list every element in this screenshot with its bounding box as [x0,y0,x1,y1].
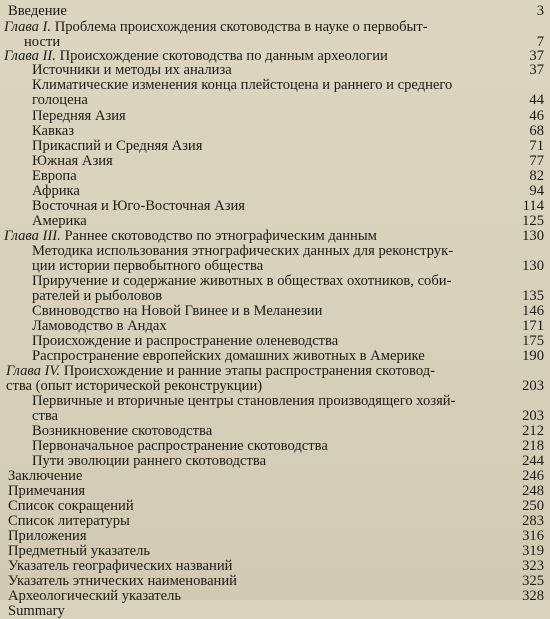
toc-entry-title [6,379,262,394]
toc-entry-text: голоцена [32,92,88,108]
toc-entry-text: Возникновение скотоводства [32,423,213,439]
chapter-label: Глава IV. [6,363,61,379]
toc-page-number: 244 [522,453,544,469]
toc-entry-text: Источники и методы их анализа [32,62,232,78]
toc-entry-text: Предметный указатель [8,543,151,559]
toc-entry-text: Приручение и содержание животных в обществах охотников, соби- [32,273,452,289]
toc-entry-title [32,184,80,199]
toc-page-number: 171 [522,318,544,334]
toc-entry-text: Кавказ [32,123,75,139]
toc-entry-text: Раннее скотоводство по этнографическим данным [64,228,377,244]
toc-page-number: 82 [529,168,544,184]
toc-entry-title [32,199,245,214]
toc-entry-text: Приложения [8,528,87,544]
toc-entry-text: Европа [32,168,77,184]
toc-entry-title [32,259,263,274]
toc-entry-title [32,319,167,334]
toc-entry-title [32,169,77,184]
toc-entry-title [6,364,435,379]
toc-entry-text: рателей и рыболовов [32,288,163,304]
chapter-label: Глава III. [4,228,61,244]
toc-page-number: 3 [536,3,544,19]
toc-page-number: 130 [522,258,544,274]
toc-page-number: 190 [522,348,544,364]
toc-entry-title [32,214,87,229]
toc-page-number: 68 [529,123,544,139]
toc-entry-text: Прикаспий и Средняя Азия [32,138,203,154]
toc-entry-text: Происхождение скотоводства по данным археологии [59,48,388,64]
toc-page-number: 175 [522,333,544,349]
toc-entry-title [32,409,58,424]
toc-page-number: 130 [522,228,544,244]
toc-entry-title [32,154,113,169]
toc-page-number: 212 [522,423,544,439]
toc-entry-title [8,469,82,484]
toc-entry-title [32,124,74,139]
toc-page-number: 7 [536,34,544,50]
toc-entry-text: Африка [32,183,80,199]
toc-entry-title [8,544,150,559]
toc-entry-text: Передняя Азия [32,108,126,124]
toc-entry-title [8,529,87,544]
toc-page-number: 203 [522,408,544,424]
toc-entry-title [32,244,453,259]
toc-entry-title [32,334,338,349]
toc-entry-text: Пути эволюции раннего скотоводства [32,453,267,469]
toc-entry-text: ства [32,408,59,424]
toc-entry-title [8,4,67,19]
toc-entry-title [32,454,266,469]
toc-entry-text: Указатель географических названий [8,558,233,574]
toc-entry-title [4,229,377,244]
toc-entry-text: Проблема происхождения скотоводства в науке о первобыт- [54,19,428,35]
toc-entry-text: Указатель этнических наименований [8,573,237,589]
toc-entry-text: Америка [32,213,87,229]
toc-entry-title [8,514,130,529]
toc-page-number: 323 [522,558,544,574]
toc-page-number: 146 [522,303,544,319]
toc-entry-text: Южная Азия [32,153,113,169]
toc-page-number: 246 [522,468,544,484]
toc-entry-title [8,574,237,589]
chapter-label: Глава II. [4,48,56,64]
toc-entry-title [32,424,212,439]
toc-page-number: 325 [522,573,544,589]
toc-entry-title [32,349,425,364]
toc-entry-title [8,589,181,604]
toc-entry-text: Summary [8,603,65,619]
toc-entry-title [32,78,452,93]
toc-entry-text: Методика использования этнографических данных для реконструк- [32,243,454,259]
toc-page-number: 77 [529,153,544,169]
toc-entry-title [32,139,202,154]
toc-page-number: 319 [522,543,544,559]
toc-page-number: 125 [522,213,544,229]
toc-entry-text: ства (опыт исторической реконструкции) [6,378,263,394]
toc-entry-text: Восточная и Юго-Восточная Азия [32,198,245,214]
toc-page-number: 250 [522,498,544,514]
chapter-label: Глава I. [4,19,52,35]
toc-page-number: 44 [529,92,544,108]
toc-entry-title [32,289,162,304]
toc-page-number: 71 [529,138,544,154]
toc-page-number: 316 [522,528,544,544]
toc-entry-title [32,439,328,454]
toc-entry-text: Ламоводство в Андах [32,318,167,334]
toc-entry-text: ности [24,34,61,50]
toc-entry-text: Список сокращений [8,498,134,514]
toc-page-number: 94 [529,183,544,199]
toc-entry-title [32,274,451,289]
toc-entry-text: Происхождение и ранние этапы распространения скотовод- [63,363,435,379]
toc-entry-title [32,63,232,78]
toc-entry-text: Свиноводство на Новой Гвинее и в Меланезии [32,303,323,319]
toc-entry-text: ции истории первобытного общества [32,258,264,274]
toc-entry-text: Первичные и вторичные центры становления производящего хозяй- [32,393,456,409]
toc-entry-title [32,394,455,409]
toc-entry-text: Археологический указатель [8,588,182,604]
toc-page-number: 135 [522,288,544,304]
toc-page-number: 114 [522,198,544,214]
toc-entry-title [32,93,88,108]
toc-page-number: 37 [529,48,544,64]
toc-entry-title [8,484,85,499]
toc-entry-title [32,109,126,124]
toc-entry-text: Заключение [8,468,83,484]
toc-entry-text: Список литературы [8,513,130,529]
toc-entry-title [32,304,322,319]
toc-entry-title [4,20,428,35]
toc-entry-text: Примечания [8,483,86,499]
toc-entry-text: Распространение европейских домашних животных в Америке [32,348,425,364]
toc-page-number: 328 [522,588,544,604]
toc-page-number: 203 [522,378,544,394]
toc-page-number: 248 [522,483,544,499]
toc-entry-title [8,499,134,514]
toc-entry-text: Происхождение и распространение оленеводства [32,333,339,349]
toc-page-number: 37 [529,62,544,78]
toc-page-number: 283 [522,513,544,529]
toc-page-number: 46 [529,108,544,124]
toc-entry-text: Климатические изменения конца плейстоцена и раннего и среднего [32,77,453,93]
toc-entry-text: Первоначальное распространение скотоводства [32,438,328,454]
toc-entry-text: Введение [8,3,67,19]
toc-entry-title [8,559,232,574]
toc-entry-title [8,604,65,619]
toc-page-number: 218 [522,438,544,454]
